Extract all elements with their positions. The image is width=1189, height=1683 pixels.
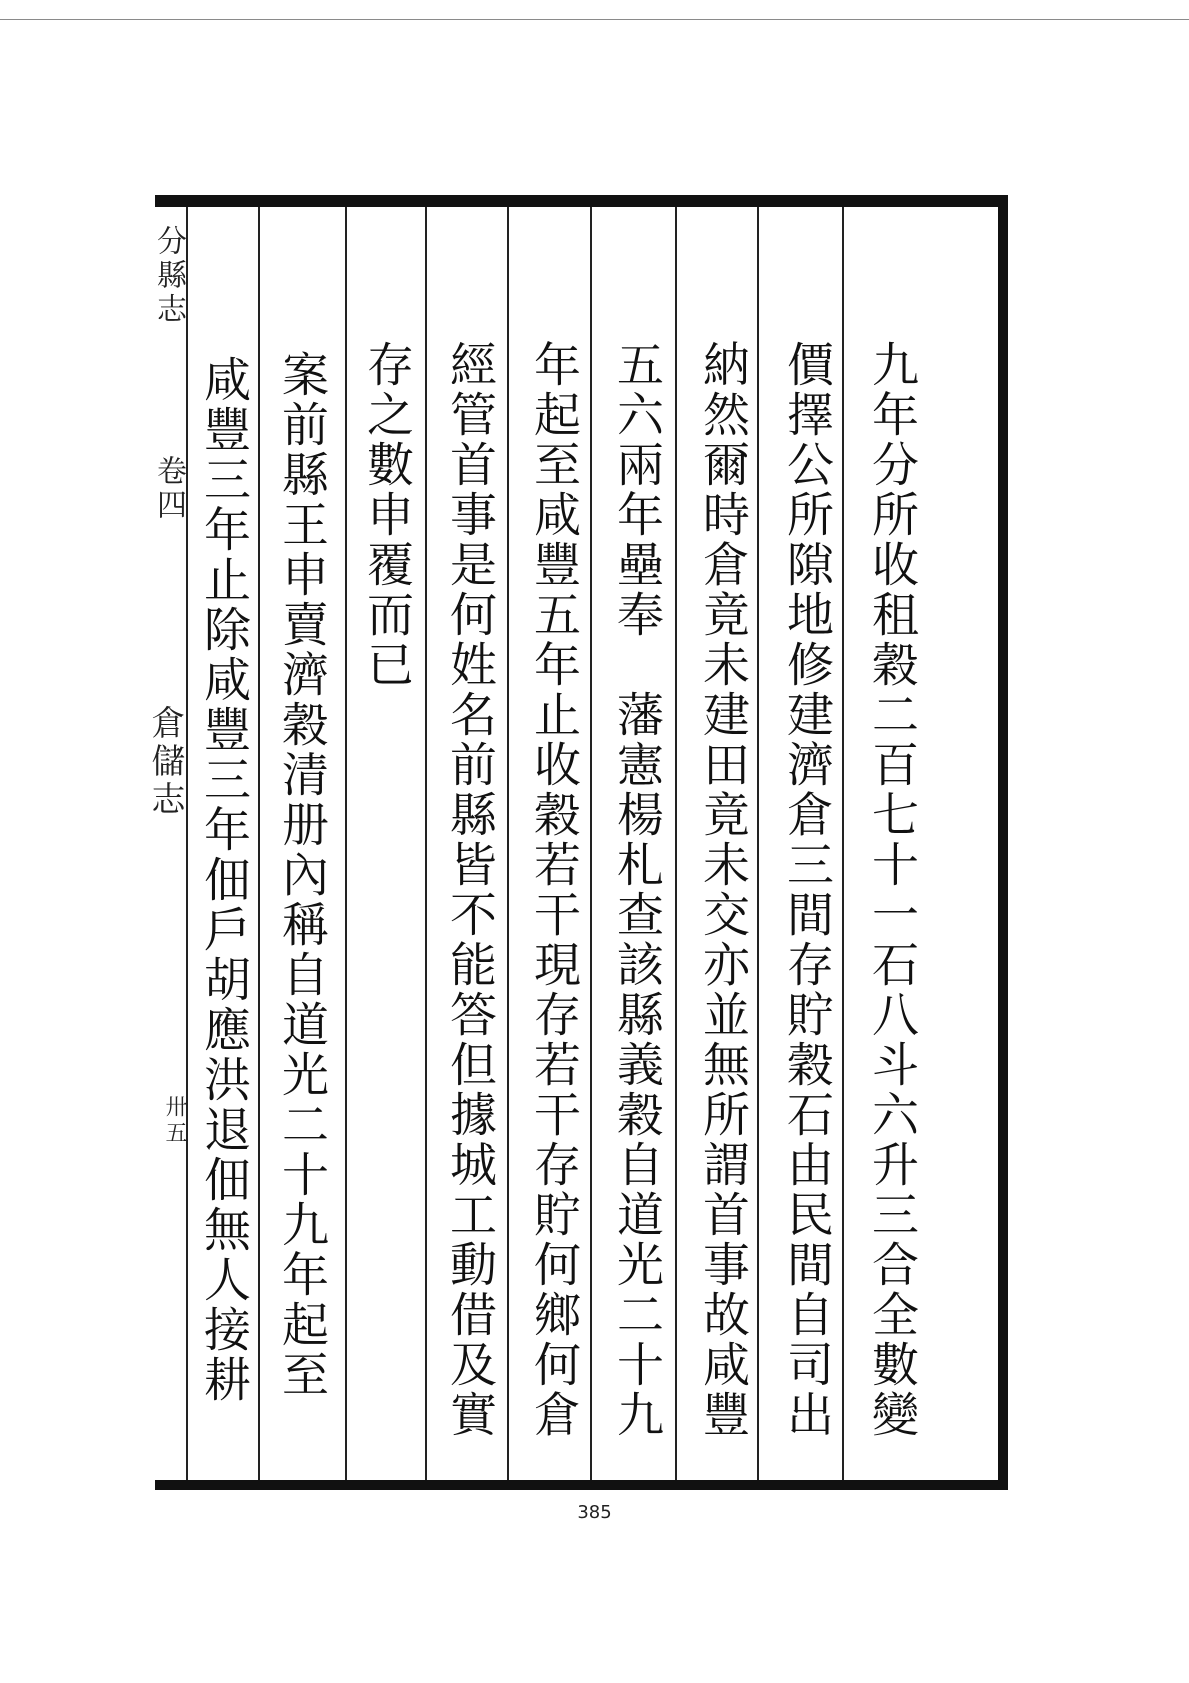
text-column-2: 價擇公所隙地修建濟倉三間存貯穀石由民間自司出 — [779, 340, 834, 1440]
text-column-7: 存之數申覆而已 — [359, 340, 414, 690]
page-number: 385 — [577, 1502, 612, 1523]
banxin-title: 分縣志 — [151, 225, 186, 327]
text-column-1: 九年分所收租穀二百七十一石八斗六升三合全數變 — [864, 340, 919, 1440]
text-column-8: 案前縣王申賣濟穀清册內稱自道光二十九年起至 — [274, 350, 329, 1400]
column-divider — [675, 207, 677, 1480]
column-divider — [842, 207, 844, 1480]
banxin-section: 倉儲志 — [145, 705, 185, 819]
banxin — [145, 225, 190, 1375]
banxin-volume: 卷四 — [151, 455, 186, 523]
text-column-3: 納然爾時倉竟未建田竟未交亦並無所謂首事故咸豐 — [695, 340, 750, 1440]
column-divider — [425, 207, 427, 1480]
text-column-6: 經管首事是何姓名前縣皆不能答但據城工動借及實 — [442, 340, 497, 1440]
text-column-4: 五六兩年壘奉 藩憲楊札查該縣義穀自道光二十九 — [609, 340, 664, 1440]
top-rule — [0, 19, 1189, 20]
banxin-leaf-number: 卅五 — [162, 1095, 187, 1147]
text-column-9: 咸豐三年止除咸豐三年佃戶胡應洪退佃無人接耕 — [196, 355, 251, 1405]
text-column-5: 年起至咸豐五年止收穀若干現存若干存貯何鄉何倉 — [526, 340, 581, 1440]
column-divider — [590, 207, 592, 1480]
column-divider — [757, 207, 759, 1480]
column-divider — [258, 207, 260, 1480]
column-divider — [345, 207, 347, 1480]
column-divider — [507, 207, 509, 1480]
